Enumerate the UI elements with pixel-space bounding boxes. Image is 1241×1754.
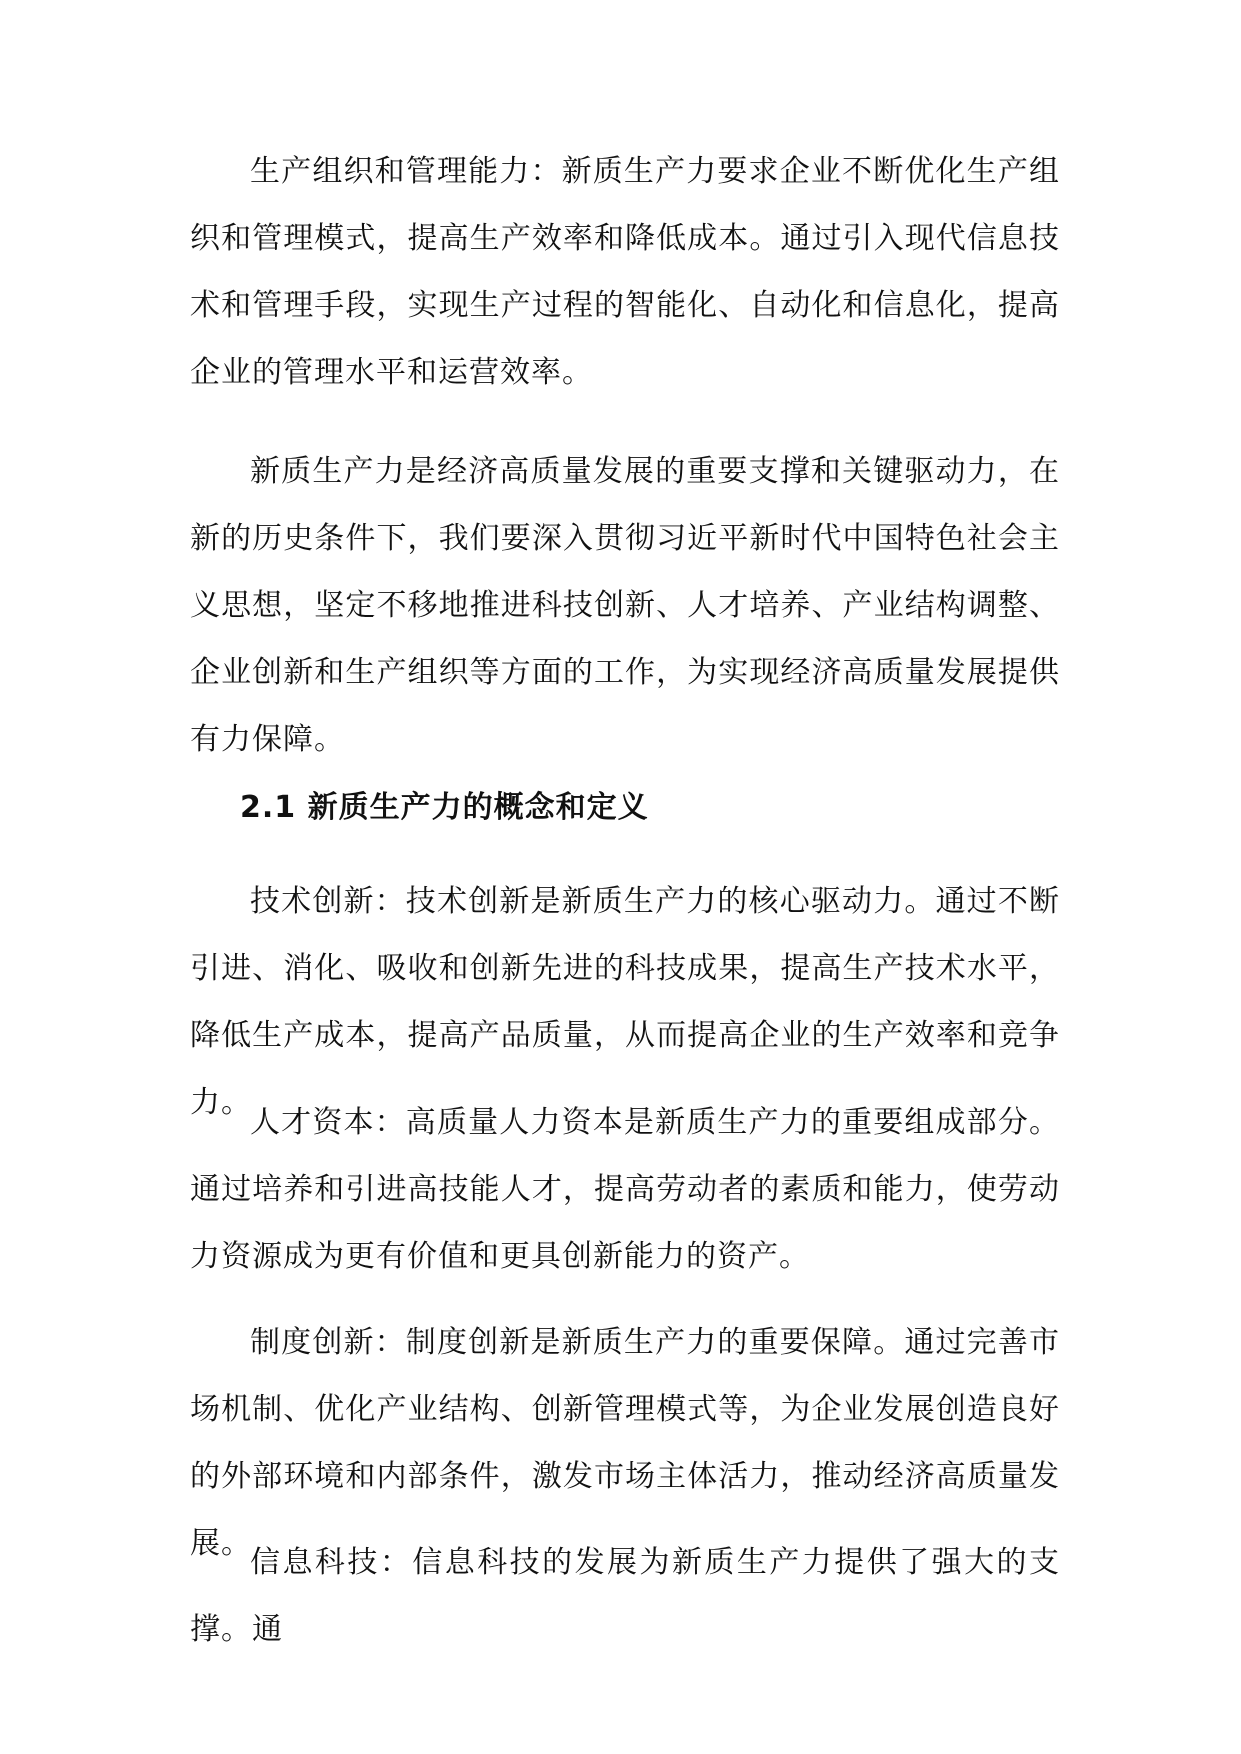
paragraph-information-technology: 信息科技：信息科技的发展为新质生产力提供了强大的支撑。通	[190, 1545, 1060, 1647]
paragraph-technology-innovation: 技术创新：技术创新是新质生产力的核心驱动力。通过不断引进、消化、吸收和创新先进的科技成果，提高生产技术水平，降低生产成本，提高产品质量，从而提高企业的生产效率和竞争力。	[190, 884, 1060, 1120]
paragraph-talent-capital: 人才资本：高质量人力资本是新质生产力的重要组成部分。通过培养和引进高技能人才，提高劳动者的素质和能力，使劳动力资源成为更有价值和更具创新能力的资产。	[190, 1105, 1060, 1274]
paragraph-institutional-innovation: 制度创新：制度创新是新质生产力的重要保障。通过完善市场机制、优化产业结构、创新管理模式等，为企业发展创造良好的外部环境和内部条件，激发市场主体活力，推动经济高质量发展。	[190, 1325, 1060, 1561]
paragraph-new-productivity-summary: 新质生产力是经济高质量发展的重要支撑和关键驱动力，在新的历史条件下，我们要深入贯彻习近平新时代中国特色社会主义思想，坚定不移地推进科技创新、人才培养、产业结构调整、企业创新和生产组织等方面的工作，为实现经济高质量发展提供有力保障。	[190, 454, 1060, 757]
section-heading: 2.1 新质生产力的概念和定义	[240, 790, 649, 825]
paragraph-production-organization: 生产组织和管理能力：新质生产力要求企业不断优化生产组织和管理模式，提高生产效率和降低成本。通过引入现代信息技术和管理手段，实现生产过程的智能化、自动化和信息化，提高企业的管理水平和运营效率。	[190, 154, 1060, 390]
